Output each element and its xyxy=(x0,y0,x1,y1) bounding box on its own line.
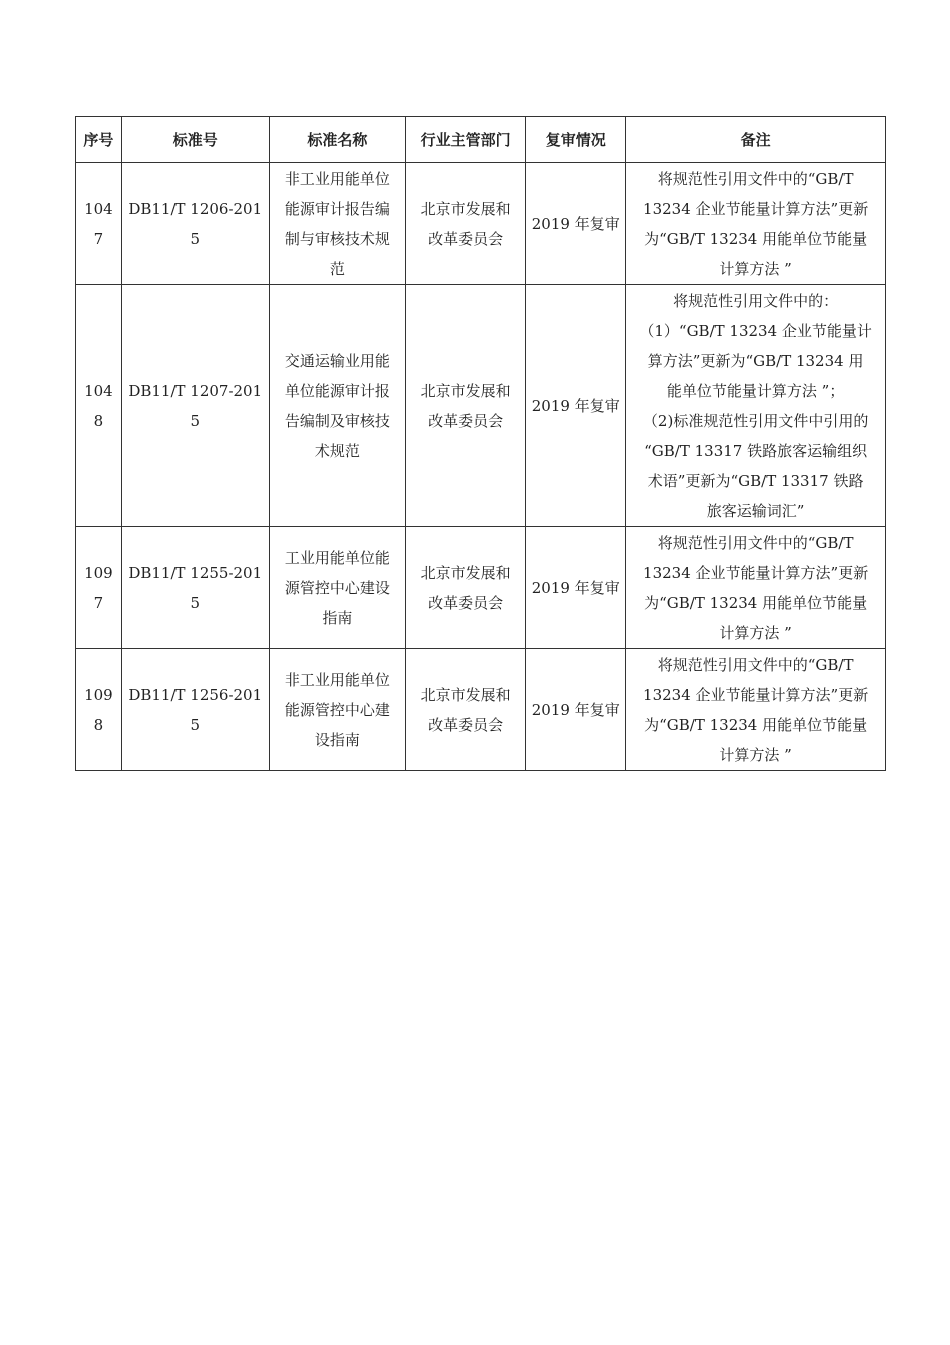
cell-remarks-line: 能单位节能量计算方法 ”； xyxy=(666,381,845,400)
cell-remarks-line: 术语”更新为“GB/T 13317 铁路 xyxy=(647,471,864,490)
cell-department-line: 改革委员会 xyxy=(428,411,504,430)
cell-remarks-line: 算方法”更新为“GB/T 13234 用 xyxy=(647,351,864,370)
cell-review-status: 2019 年复审 xyxy=(526,285,626,527)
cell-review-status: 2019 年复审 xyxy=(526,527,626,649)
cell-standard-number: DB11/T 1255-2015 xyxy=(121,527,269,649)
header-department: 行业主管部门 xyxy=(405,117,525,163)
cell-remarks-line: 为“GB/T 13234 用能单位节能量 xyxy=(644,715,868,734)
cell-standard-name-line: 工业用能单位能 xyxy=(284,548,390,567)
cell-remarks-line: 13234 企业节能量计算方法”更新 xyxy=(643,685,869,704)
cell-remarks-line: 计算方法 ” xyxy=(719,623,792,642)
cell-remarks-line: 将规范性引用文件中的： xyxy=(673,291,839,310)
cell-department-line: 改革委员会 xyxy=(428,229,504,248)
cell-remarks-line: “GB/T 13317 铁路旅客运输组织 xyxy=(644,441,868,460)
cell-standard-name-line: 告编制及审核技 xyxy=(284,411,390,430)
cell-department-line: 北京市发展和 xyxy=(420,563,511,582)
cell-standard-number: DB11/T 1256-2015 xyxy=(121,649,269,771)
cell-standard-name-line: 源管控中心建设 xyxy=(284,578,390,597)
cell-department-line: 改革委员会 xyxy=(428,593,504,612)
cell-remarks-line: 计算方法 ” xyxy=(719,745,792,764)
header-standard-number: 标准号 xyxy=(121,117,269,163)
header-review-status: 复审情况 xyxy=(526,117,626,163)
cell-remarks-line: （1）“GB/T 13234 企业节能量计 xyxy=(639,321,872,340)
cell-standard-name xyxy=(269,649,405,771)
cell-department-line: 北京市发展和 xyxy=(420,199,511,218)
cell-remarks-line: 将规范性引用文件中的“GB/T xyxy=(657,169,854,188)
cell-remarks-line: 将规范性引用文件中的“GB/T xyxy=(657,533,854,552)
table-body xyxy=(76,163,886,771)
table-header xyxy=(76,117,886,163)
header-remarks: 备注 xyxy=(626,117,886,163)
cell-standard-name-line: 术规范 xyxy=(314,441,360,460)
cell-remarks-line: 将规范性引用文件中的“GB/T xyxy=(657,655,854,674)
cell-standard-name xyxy=(269,527,405,649)
cell-standard-name-line: 非工业用能单位 xyxy=(284,670,390,689)
cell-remarks-line: 为“GB/T 13234 用能单位节能量 xyxy=(644,593,868,612)
cell-remarks xyxy=(626,163,886,285)
header-seq: 序号 xyxy=(76,117,122,163)
cell-standard-name-line: 能源管控中心建 xyxy=(284,700,390,719)
cell-standard-number: DB11/T 1207-2015 xyxy=(121,285,269,527)
cell-remarks xyxy=(626,649,886,771)
cell-remarks-line: 计算方法 ” xyxy=(719,259,792,278)
header-standard-name: 标准名称 xyxy=(269,117,405,163)
cell-department xyxy=(405,163,525,285)
cell-department-line: 北京市发展和 xyxy=(420,685,511,704)
cell-standard-name xyxy=(269,163,405,285)
cell-remarks xyxy=(626,285,886,527)
cell-department-line: 改革委员会 xyxy=(428,715,504,734)
cell-remarks-line: （2)标准规范性引用文件中引用的 xyxy=(642,411,869,430)
table-row xyxy=(76,527,886,649)
cell-remarks-line: 13234 企业节能量计算方法”更新 xyxy=(643,563,869,582)
cell-department xyxy=(405,527,525,649)
cell-standard-name xyxy=(269,285,405,527)
cell-standard-name-line: 交通运输业用能 xyxy=(284,351,390,370)
cell-review-status: 2019 年复审 xyxy=(526,163,626,285)
cell-standard-number: DB11/T 1206-2015 xyxy=(121,163,269,285)
cell-standard-name-line: 单位能源审计报 xyxy=(284,381,390,400)
cell-standard-name-line: 指南 xyxy=(322,608,353,627)
cell-remarks xyxy=(626,527,886,649)
cell-remarks-line: 旅客运输词汇” xyxy=(706,501,805,520)
cell-standard-name-line: 制与审核技术规 xyxy=(284,229,390,248)
cell-seq: 1098 xyxy=(76,649,122,771)
cell-department xyxy=(405,649,525,771)
cell-standard-name-line: 能源审计报告编 xyxy=(284,199,390,218)
cell-seq: 1048 xyxy=(76,285,122,527)
table-row xyxy=(76,285,886,527)
cell-remarks-line: 为“GB/T 13234 用能单位节能量 xyxy=(644,229,868,248)
standards-table xyxy=(75,116,886,771)
table-row xyxy=(76,649,886,771)
cell-seq: 1047 xyxy=(76,163,122,285)
table-row xyxy=(76,163,886,285)
cell-department-line: 北京市发展和 xyxy=(420,381,511,400)
cell-standard-name-line: 非工业用能单位 xyxy=(284,169,390,188)
cell-review-status: 2019 年复审 xyxy=(526,649,626,771)
cell-standard-name-line: 设指南 xyxy=(314,730,360,749)
cell-seq: 1097 xyxy=(76,527,122,649)
cell-department xyxy=(405,285,525,527)
cell-standard-name-line: 范 xyxy=(329,259,345,278)
header-row xyxy=(76,117,886,163)
cell-remarks-line: 13234 企业节能量计算方法”更新 xyxy=(643,199,869,218)
